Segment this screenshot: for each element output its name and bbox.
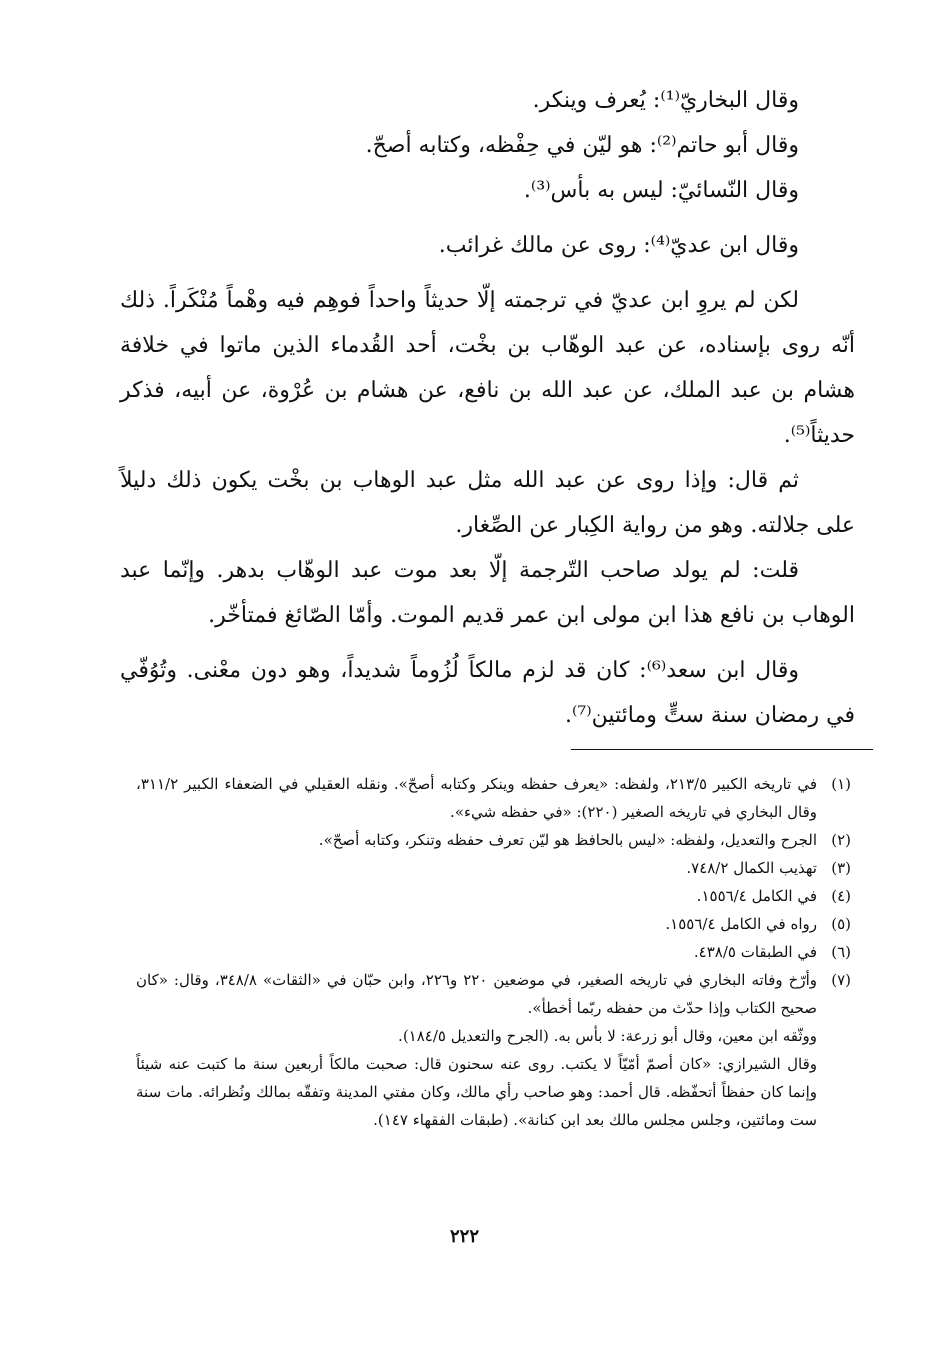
body-paragraph: قلت: لم يولد صاحب التّرجمة إلّا بعد موت عبد الوهّاب بدهر. وإنّما عبد الوهاب بن نافع هذا ابن مولى ابن عمر قديم الموت. وأمّا الصّائغ فمتأخّر. bbox=[120, 558, 855, 628]
footnote-number: (٤) bbox=[831, 887, 851, 905]
body-paragraph: ثم قال: وإذا روى عن عبد الله مثل عبد الوهاب بن بخْت يكون ذلك دليلاً على جلالته. وهو من رواية الكِبار عن الصِّغار. bbox=[120, 468, 855, 538]
narration-line: وقال النّسائيّ: ليس به بأس⁽³⁾. bbox=[523, 178, 799, 203]
footnote-separator bbox=[571, 749, 873, 750]
footnote-text: وأرّخ وفاته البخاري في تاريخه الصغير، في موضعين ٢٢٠ و٢٢٦، وابن حبّان في «الثقات» ٣٤٨/٨، وقال: «كان صحيح الكتاب وإذا حدّث من حفظه ربّما أخطأ». bbox=[136, 971, 817, 1017]
footnote bbox=[136, 826, 851, 854]
footnote bbox=[136, 882, 851, 910]
body-paragraph: وقال ابن سعد⁽⁶⁾: كان قد لزم مالكاً لُزُوماً شديداً، وهو دون معْنى. وتُوُفّي في رمضان سنة ستٍّ ومائتين⁽⁷⁾. bbox=[120, 658, 855, 728]
footnotes bbox=[136, 770, 851, 1134]
narration-line: وقال ابن عديّ⁽⁴⁾: روى عن مالك غرائب. bbox=[438, 233, 799, 258]
footnote bbox=[136, 966, 851, 1134]
footnote-number: (٢) bbox=[831, 831, 851, 849]
footnote-number: (٧) bbox=[831, 971, 851, 989]
footnote-text: في الكامل ١٥٥٦/٤. bbox=[696, 887, 817, 905]
footnote bbox=[136, 938, 851, 966]
body-paragraph: لكن لم يروِ ابن عديّ في ترجمته إلّا حديثاً واحداً فوهِم فيه وهْماً مُنْكَراً. ذلك أنّه روى بإسناده، عن عبد الوهّاب بن بخْت، أحد القُدماء الذين ماتوا في خلافة هشام بن عبد الملك، عن عبد الله بن نافع، عن هشام بن عُرْوة، عن أبيه، فذكر حديثاً⁽⁵⁾. bbox=[120, 288, 855, 448]
footnote-text: في تاريخه الكبير ٢١٣/٥، ولفظه: «يعرف حفظه وينكر وكتابه أصحّ». ونقله العقيلي في الضعفاء الكبير ٣١١/٢، وقال البخاري في تاريخه الصغير (٢٢٠): «في حفظه شيء». bbox=[136, 775, 817, 821]
footnote-text: في الطبقات ٤٣٨/٥. bbox=[693, 943, 817, 961]
footnote bbox=[136, 854, 851, 882]
narration-line: وقال أبو حاتم⁽²⁾: هو ليّن في حِفْظه، وكتابه أصحّ. bbox=[365, 133, 799, 158]
footnote-text: رواه في الكامل ١٥٥٦/٤. bbox=[665, 915, 817, 933]
footnote-text: تهذيب الكمال ٧٤٨/٢. bbox=[686, 859, 817, 877]
footnote-number: (٣) bbox=[831, 859, 851, 877]
footnote-number: (٦) bbox=[831, 943, 851, 961]
footnote-number: (٥) bbox=[831, 915, 851, 933]
narration-line: وقال البخاريّ⁽¹⁾: يُعرف وينكر. bbox=[532, 88, 799, 113]
footnote bbox=[136, 770, 851, 826]
footnote-number: (١) bbox=[831, 775, 851, 793]
main-text bbox=[120, 78, 855, 738]
page-number: ٢٢٢ bbox=[449, 1226, 479, 1247]
footnote-text: ووثّقه ابن معين، وقال أبو زرعة: لا بأس به. (الجرح والتعديل ١٨٤/٥). bbox=[398, 1027, 817, 1045]
footnote-text: وقال الشيرازي: «كان أصمّ أمّيّاً لا يكتب. روى عنه سحنون قال: صحبت مالكاً أربعين سنة ما كتبت عنه شيئاً وإنما كان حفظاً أتحفّظه. قال أحمد: وهو صاحب رأي مالك، وكان مفتي المدينة وتفقّه بمالك ونُظرائه. مات سنة ست ومائتين، وجلس مجلس مالك بعد ابن كنانة». (طبقات الفقهاء ١٤٧). bbox=[136, 1055, 818, 1129]
footnote bbox=[136, 910, 851, 938]
footnote-text: الجرح والتعديل، ولفظه: «ليس بالحافظ هو ليّن تعرف حفظه وتنكر، وكتابه أصحّ». bbox=[318, 831, 817, 849]
